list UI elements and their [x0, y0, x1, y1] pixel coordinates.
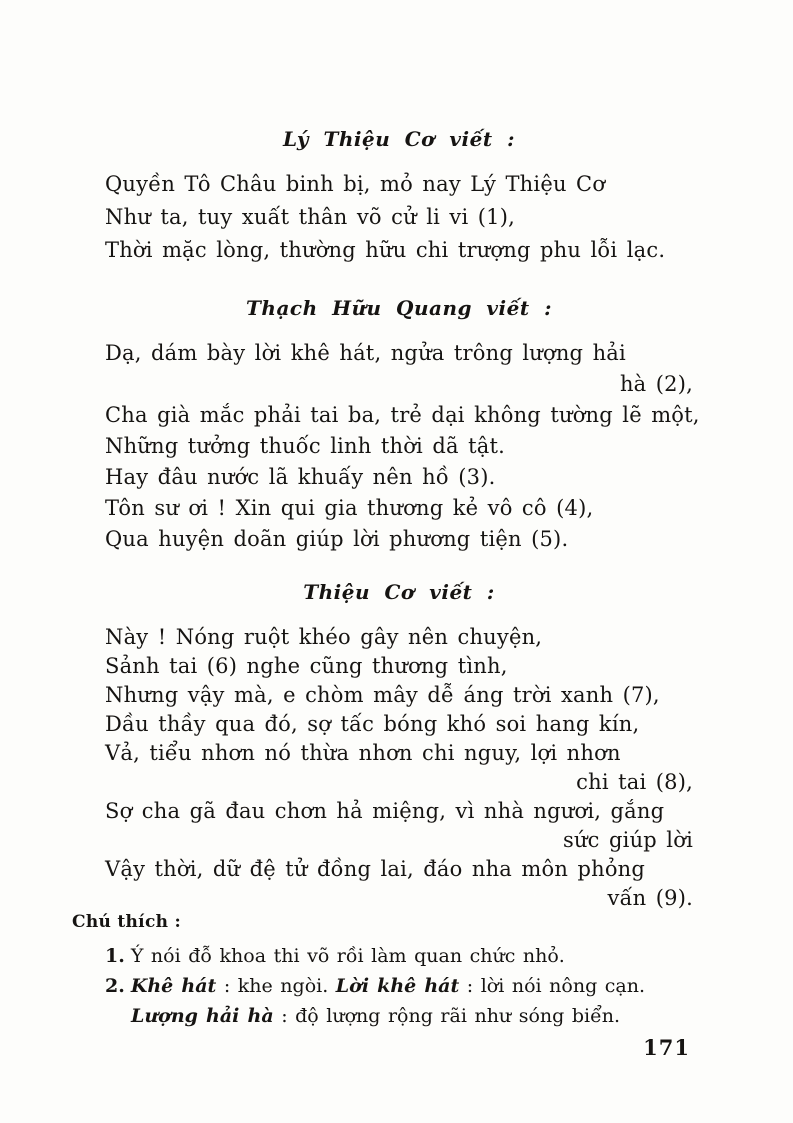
stanza-thach-huu-quang: [105, 295, 700, 555]
verse-line: Tôn sư ơi ! Xin qui gia thương kẻ vô cô (4),: [105, 496, 594, 520]
stanza-thieu-co: [105, 579, 693, 913]
verse-line: Dạ, dám bày lời khê hát, ngửa trông lượng hải: [105, 341, 626, 365]
speaker-heading: Lý Thiệu Cơ viết :: [283, 127, 515, 151]
verse-line: Dầu thầy qua đó, sợ tấc bóng khó soi hang kín,: [105, 712, 640, 736]
footnote-term: Lời khê hát: [335, 975, 460, 997]
verse-line: Sảnh tai (6) nghe cũng thương tình,: [105, 654, 508, 678]
verse-line: Hay đâu nước lã khuấy nên hồ (3).: [105, 465, 496, 489]
verse-line-continuation: chi tai (8),: [576, 770, 693, 794]
verse-line: Vả, tiểu nhơn nó thừa nhơn chi nguy, lợi nhơn: [105, 741, 621, 765]
verse-line: Sợ cha gã đau chơn hả miệng, vì nhà ngươi, gắng: [105, 799, 665, 823]
footnote-term: Khê hát: [130, 975, 217, 997]
footnote-1: [105, 941, 693, 971]
verse-line: Cha già mắc phải tai ba, trẻ dại không tường lẽ một,: [105, 403, 700, 427]
footnote-number: 1.: [105, 945, 125, 967]
stanza-ly-thieu-co: [105, 126, 693, 267]
footnotes-list: [105, 941, 693, 1031]
footnotes-label: Chú thích :: [72, 912, 182, 932]
footnotes-section: [72, 911, 693, 1031]
verse-line-continuation: sức giúp lời: [562, 828, 693, 852]
verse-group: [105, 338, 700, 555]
speaker-heading: Thạch Hữu Quang viết :: [246, 296, 552, 320]
footnote-text: : khe ngòi.: [216, 975, 336, 997]
verse-line: Như ta, tuy xuất thân võ cử li vi (1),: [105, 205, 515, 229]
footnote-2: [105, 971, 693, 1031]
footnote-text: Ý nói đỗ khoa thi võ rồi làm quan chức nhỏ.: [130, 945, 565, 967]
verse-line: Quyền Tô Châu binh bị, mỏ nay Lý Thiệu Cơ: [105, 172, 606, 196]
verse-line: Này ! Nóng ruột khéo gây nên chuyện,: [105, 625, 543, 649]
footnote-text: : lời nói nông cạn.: [459, 975, 646, 997]
verse-line: Nhưng vậy mà, e chòm mây dễ áng trời xanh (7),: [105, 683, 660, 707]
verse-group: [105, 168, 693, 267]
footnote-text: : độ lượng rộng rãi như sóng biển.: [273, 1005, 621, 1027]
page-text-block: [105, 126, 700, 913]
page-number: 171: [643, 1035, 690, 1060]
verse-line-continuation: hà (2),: [619, 372, 693, 396]
footnote-number: 2.: [105, 975, 125, 997]
verse-group: [105, 623, 693, 913]
footnote-term: Lượng hải hà: [131, 1005, 274, 1027]
verse-line: Vậy thời, dữ đệ tử đồng lai, đáo nha môn phỏng: [105, 857, 646, 881]
verse-line: Thời mặc lòng, thường hữu chi trượng phu lỗi lạc.: [105, 238, 666, 262]
verse-line: Những tưởng thuốc linh thời dã tật.: [105, 434, 505, 458]
verse-line: Qua huyện doãn giúp lời phương tiện (5).: [105, 527, 569, 551]
speaker-heading: Thiệu Cơ viết :: [303, 580, 495, 604]
footnote-2-continuation: [131, 1001, 693, 1031]
verse-line-continuation: vấn (9).: [607, 886, 693, 910]
